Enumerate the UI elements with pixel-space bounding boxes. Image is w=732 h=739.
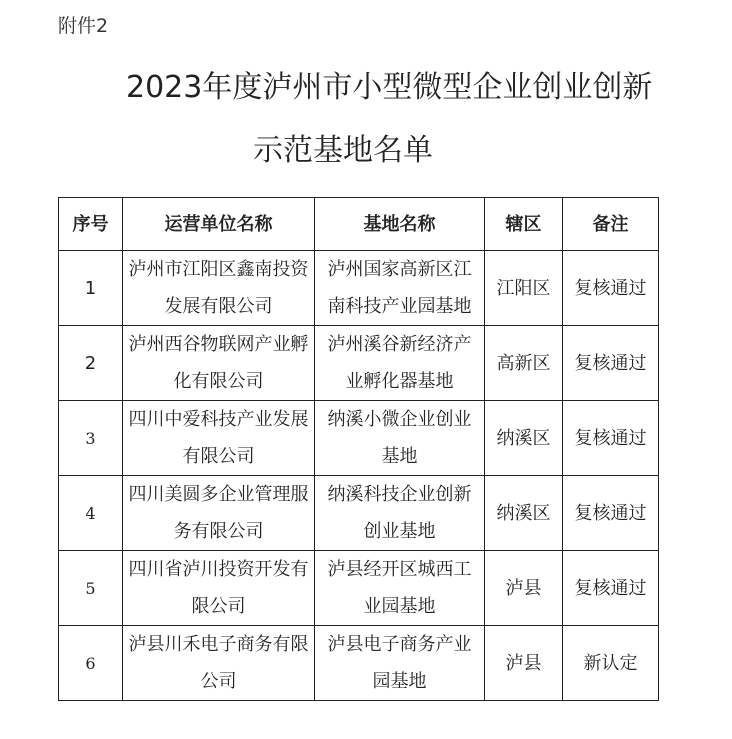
row-district: 高新区 [485, 326, 563, 401]
row-base-name: 纳溪科技企业创新创业基地 [315, 476, 485, 551]
row-operator-name: 泸州西谷物联网产业孵化有限公司 [123, 326, 315, 401]
document-title-line1: 2023年度泸州市小型微型企业创业创新 [126, 70, 653, 105]
document-title-line2: 示范基地名单 [253, 133, 433, 168]
row-remarks: 复核通过 [563, 401, 659, 476]
row-district: 江阳区 [485, 251, 563, 326]
row-remarks: 复核通过 [563, 326, 659, 401]
row-serial-number: 1 [59, 251, 123, 326]
row-district: 泸县 [485, 626, 563, 701]
header-remarks: 备注 [563, 198, 659, 251]
table-row [59, 251, 659, 326]
table-row [59, 626, 659, 701]
table-row [59, 401, 659, 476]
row-district: 纳溪区 [485, 401, 563, 476]
table-header-row [59, 198, 659, 251]
row-operator-name: 四川美圆多企业管理服务有限公司 [123, 476, 315, 551]
row-district: 纳溪区 [485, 476, 563, 551]
row-remarks: 复核通过 [563, 551, 659, 626]
table-row [59, 551, 659, 626]
table-row [59, 326, 659, 401]
table-row [59, 476, 659, 551]
row-operator-name: 泸县川禾电子商务有限公司 [123, 626, 315, 701]
row-operator-name: 四川省泸川投资开发有限公司 [123, 551, 315, 626]
row-serial-number: 5 [59, 551, 123, 626]
header-district: 辖区 [485, 198, 563, 251]
demonstration-base-table [58, 197, 659, 701]
row-remarks: 新认定 [563, 626, 659, 701]
header-serial-number: 序号 [59, 198, 123, 251]
row-operator-name: 泸州市江阳区鑫南投资发展有限公司 [123, 251, 315, 326]
row-base-name: 泸县经开区城西工业园基地 [315, 551, 485, 626]
row-base-name: 纳溪小微企业创业基地 [315, 401, 485, 476]
header-operator-name: 运营单位名称 [123, 198, 315, 251]
row-serial-number: 3 [59, 401, 123, 476]
attachment-label: 附件2 [58, 15, 109, 37]
row-district: 泸县 [485, 551, 563, 626]
header-base-name: 基地名称 [315, 198, 485, 251]
row-remarks: 复核通过 [563, 476, 659, 551]
row-serial-number: 4 [59, 476, 123, 551]
row-remarks: 复核通过 [563, 251, 659, 326]
row-serial-number: 6 [59, 626, 123, 701]
row-base-name: 泸县电子商务产业园基地 [315, 626, 485, 701]
row-base-name: 泸州溪谷新经济产业孵化器基地 [315, 326, 485, 401]
row-base-name: 泸州国家高新区江南科技产业园基地 [315, 251, 485, 326]
row-serial-number: 2 [59, 326, 123, 401]
row-operator-name: 四川中爱科技产业发展有限公司 [123, 401, 315, 476]
